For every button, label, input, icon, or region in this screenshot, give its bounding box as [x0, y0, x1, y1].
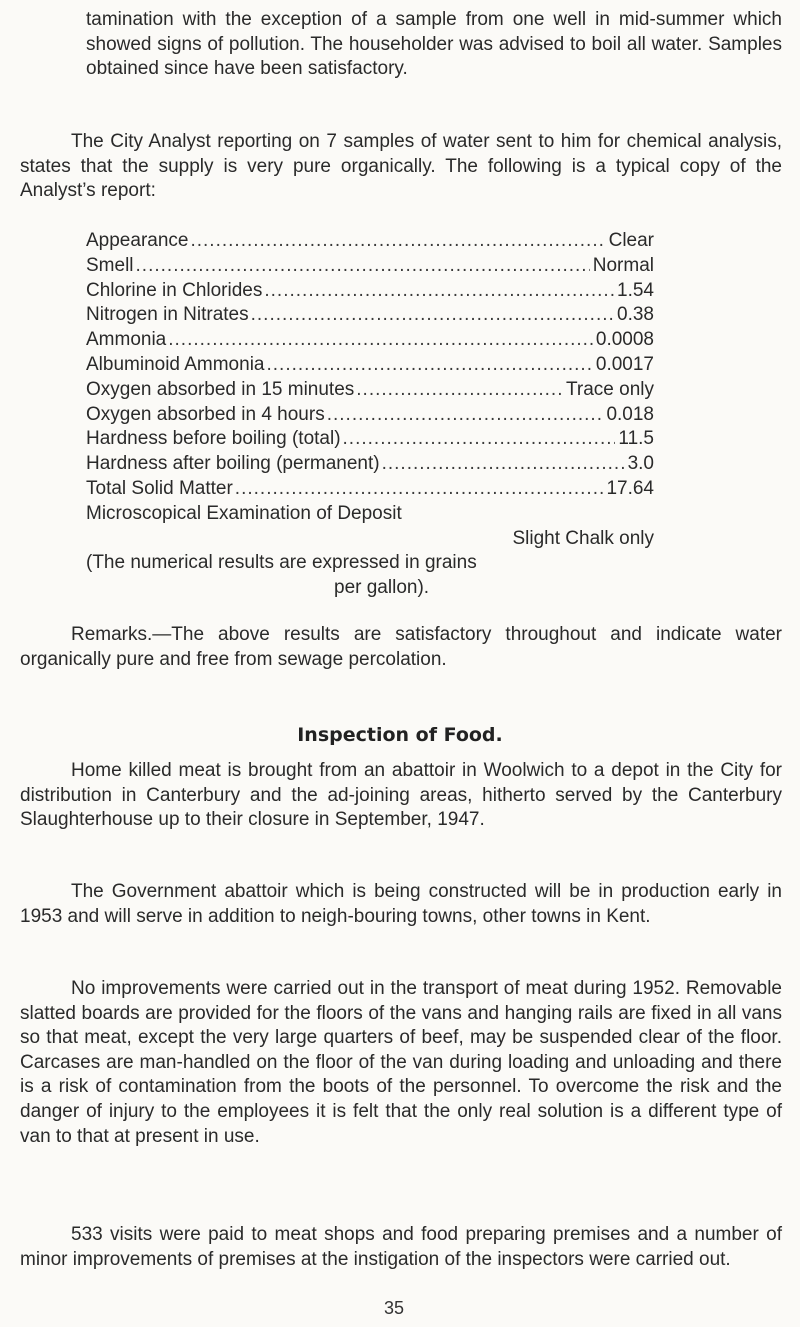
- report-row: [86, 229, 654, 254]
- report-value: Trace only: [566, 378, 654, 400]
- paragraph-home-killed-meat: [20, 759, 782, 833]
- report-row: [86, 254, 654, 279]
- dot-leader: [343, 427, 616, 452]
- paragraph-text: Home killed meat is brought from an abattoir in Woolwich to a depot in the City for distribution in Canterbury and the ad-joining areas, hitherto served by the Canterbury Slaughterhouse up to their closure in September, 1947.: [20, 760, 782, 831]
- dot-leader: [382, 452, 625, 477]
- report-label: Hardness after boiling (permanent): [86, 453, 380, 475]
- report-value: 0.38: [617, 304, 654, 326]
- report-label: Hardness before boiling (total): [86, 428, 341, 450]
- report-value: 3.0: [627, 453, 654, 475]
- paragraph-text: Remarks.—The above results are satisfactory throughout and indicate water organically pure and free from sewage percolation.: [20, 624, 782, 670]
- paragraph-text: tamination with the exception of a sample from one well in mid-summer which showed signs of pollution. The householder was advised to boil all water. Samples obtained since have been satisfactory.: [86, 9, 782, 80]
- report-label: Total Solid Matter: [86, 477, 233, 499]
- report-row: [86, 353, 654, 378]
- report-row: [86, 477, 654, 502]
- report-label: Appearance: [86, 230, 189, 251]
- paragraph-text: 533 visits were paid to meat shops and food preparing premises and a number of minor improvements of premises at the instigation of the inspectors were carried out.: [20, 1224, 782, 1270]
- report-value: 11.5: [618, 428, 654, 450]
- report-value: 0.0008: [595, 329, 654, 351]
- paragraph-text: The City Analyst reporting on 7 samples of water sent to him for chemical analysis, states that the supply is very pure organically. The following is a typical copy of the Analyst’s report:: [20, 131, 782, 202]
- analyst-report-table: [86, 229, 654, 601]
- dot-leader: [266, 353, 592, 378]
- microscopical-label: Microscopical Examination of Deposit: [86, 502, 402, 524]
- paragraph-meat-transport: [20, 977, 782, 1149]
- report-value: 0.0017: [595, 353, 654, 375]
- paragraph-remarks: [20, 623, 782, 672]
- dot-leader: [190, 229, 605, 254]
- dot-leader: [136, 254, 590, 279]
- report-value: 17.64: [606, 477, 654, 499]
- report-label: Oxygen absorbed in 15 minutes: [86, 378, 355, 400]
- report-label: Ammonia: [86, 329, 167, 351]
- report-row: [86, 328, 654, 353]
- paragraph-shop-visits: [20, 1223, 782, 1272]
- report-row: [86, 403, 654, 428]
- report-label: Albuminoid Ammonia: [86, 353, 265, 375]
- paragraph-text: The Government abattoir which is being constructed will be in production early in 1953 and will serve in addition to neigh-bouring towns, other towns in Kent.: [20, 881, 782, 927]
- report-value: 0.018: [606, 403, 654, 425]
- report-row: [86, 279, 654, 304]
- report-row: [86, 303, 654, 328]
- dot-leader: [235, 477, 604, 502]
- report-label: Oxygen absorbed in 4 hours: [86, 403, 325, 425]
- report-label: Smell: [86, 254, 134, 276]
- report-row: [86, 452, 654, 477]
- dot-leader: [251, 303, 614, 328]
- units-note-line1: (The numerical results are expressed in grains: [86, 552, 477, 574]
- report-label: Chlorine in Chlorides: [86, 279, 263, 301]
- dot-leader: [168, 328, 593, 353]
- paragraph-government-abattoir: [20, 880, 782, 929]
- report-value: 1.54: [617, 279, 654, 301]
- report-value: Normal: [592, 254, 654, 276]
- paragraph-text: No improvements were carried out in the transport of meat during 1952. Removable slatted boards are provided for the floors of the vans and hanging rails are fixed in all vans so that meat, except the very large quarters of beef, may be suspended clear of the floor. Carcases are man-handled on the floor of the van during loading and unloading and there is a risk of contamination from the boots of the personnel. To overcome the risk and the danger of injury to the employees it is felt that the only real solution is a different type of van to that at present in use.: [20, 978, 782, 1147]
- dot-leader: [327, 403, 604, 428]
- report-row: [86, 378, 654, 403]
- report-row: [86, 427, 654, 452]
- units-note-line2: per gallon).: [334, 577, 430, 599]
- paragraph-city-analyst: [20, 130, 782, 204]
- dot-leader: [356, 378, 563, 403]
- dot-leader: [264, 279, 614, 304]
- section-heading: Inspection of Food.: [297, 724, 503, 746]
- microscopical-value: Slight Chalk only: [512, 527, 654, 549]
- paragraph-water-contamination: [86, 8, 782, 82]
- page-number: 35: [384, 1298, 405, 1318]
- report-label: Nitrogen in Nitrates: [86, 304, 249, 326]
- report-value: Clear: [608, 230, 654, 251]
